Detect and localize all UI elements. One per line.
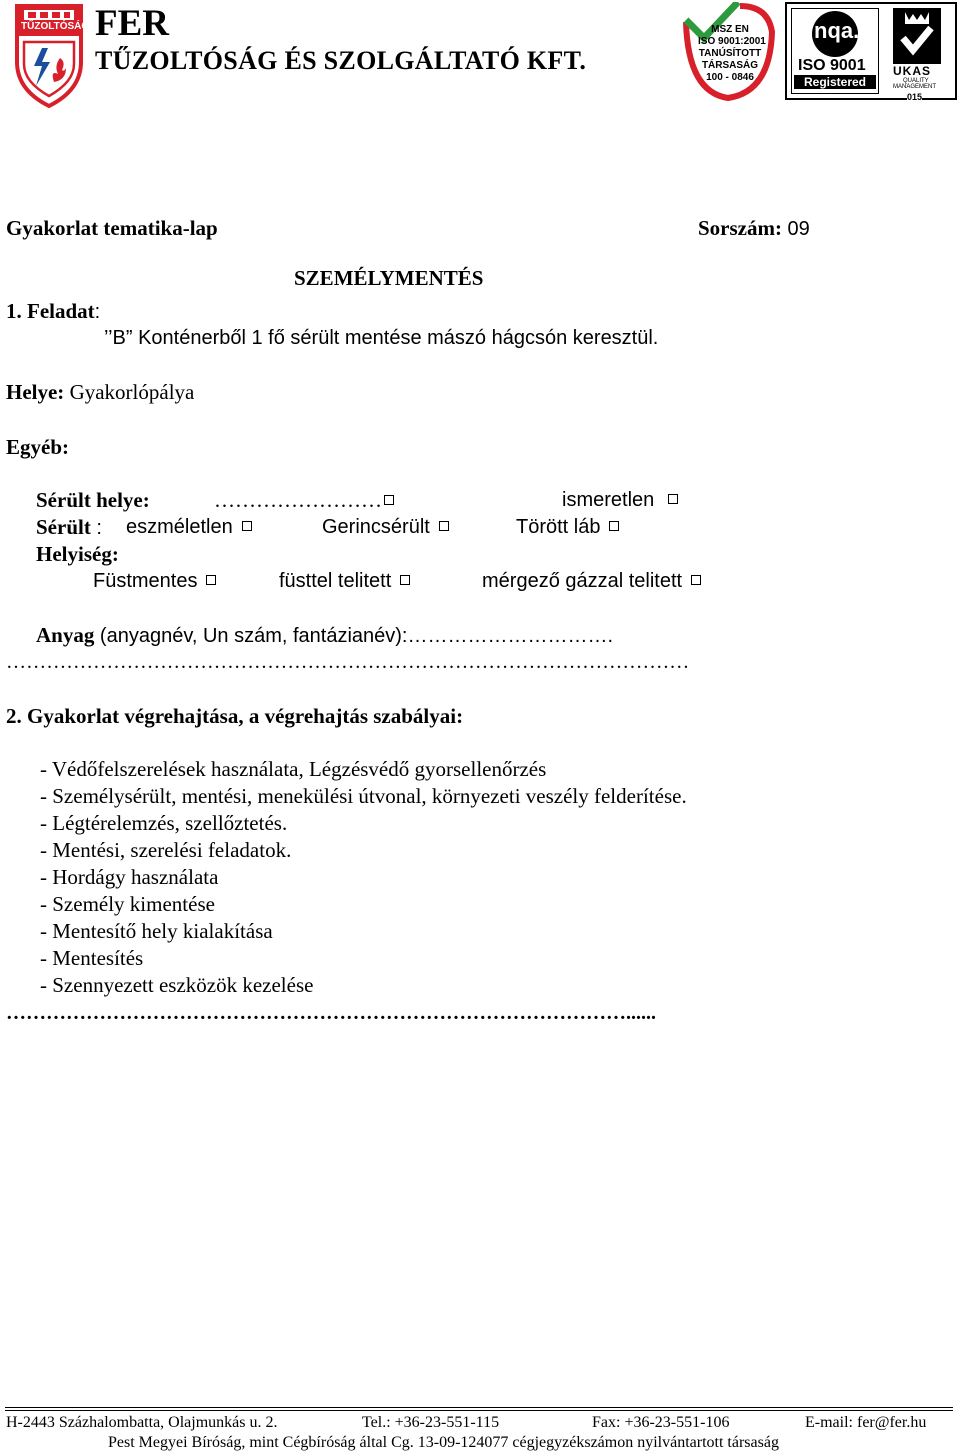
rule-item: - Mentesítő hely kialakítása <box>40 919 273 943</box>
ukas-quality: QUALITY <box>903 78 929 84</box>
unconscious-checkbox[interactable] <box>242 521 252 531</box>
injured-label: Sérült <box>36 515 91 539</box>
injured-colon: : <box>90 517 102 539</box>
cert1-line: TANÚSÍTOTT <box>698 48 762 59</box>
company-name: FER <box>95 3 169 44</box>
company-subtitle: TŰZOLTÓSÁG ÉS SZOLGÁLTATÓ KFT. <box>95 46 587 75</box>
location-line <box>6 380 194 405</box>
smoke-filled-option[interactable] <box>279 570 410 593</box>
rule-item: - Mentesítés <box>40 946 144 970</box>
logo-text: TŰZOLTÓSÁG <box>21 21 90 32</box>
spinal-option[interactable] <box>322 516 449 539</box>
serial-label: Sorszám: <box>698 216 782 240</box>
task-text: ’’B” Konténerből 1 fő sérült mentése mászó hágcsón keresztül. <box>104 327 659 349</box>
footer-address: H-2443 Százhalombatta, Olajmunkás u. 2. <box>6 1414 278 1431</box>
rule-item: - Személysérült, mentési, menekülési útvonal, környezeti veszély felderítése. <box>40 784 687 808</box>
footer-divider <box>5 1407 953 1408</box>
cert1-line: 100 - 0846 <box>706 72 754 83</box>
rule-item: - Hordágy használata <box>40 865 219 889</box>
broken-leg-checkbox[interactable] <box>609 521 619 531</box>
unconscious-option[interactable] <box>126 516 252 539</box>
smoke-free-checkbox[interactable] <box>206 575 216 585</box>
location-value: Gyakorlópálya <box>64 380 195 404</box>
smoke-free-option[interactable] <box>93 570 216 593</box>
injured-place-label: Sérült helye: <box>36 488 150 512</box>
nqa-logo <box>791 8 879 94</box>
doc-title: Gyakorlat tematika-lap <box>6 216 218 240</box>
unconscious-label: eszméletlen <box>126 516 233 538</box>
material-text: (anyagnév, Un szám, fantázianév):…………………………. <box>94 625 614 647</box>
execution-heading: 2. Gyakorlat végrehajtása, a végrehajtás szabályai: <box>6 704 464 728</box>
material-dots-line[interactable]: ………………………………………………………………………………………… <box>6 651 690 673</box>
registered-text: Registered <box>794 75 876 89</box>
footer-divider <box>5 1410 953 1411</box>
rule-item: - Mentési, szerelési feladatok. <box>40 838 292 862</box>
gas-filled-option[interactable] <box>482 570 701 593</box>
broken-leg-label: Törött láb <box>516 516 601 538</box>
task-line <box>6 299 100 324</box>
task-colon: : <box>94 301 101 323</box>
spinal-label: Gerincsérült <box>322 516 430 538</box>
broken-leg-option[interactable] <box>516 516 619 539</box>
spinal-checkbox[interactable] <box>439 521 449 531</box>
task-label: 1. Feladat <box>6 299 95 323</box>
rule-item: - Szennyezett eszközök kezelése <box>40 973 314 997</box>
injured-place-dots: …………………… <box>214 488 382 512</box>
footer-phone: Tel.: +36-23-551-115 <box>362 1414 500 1431</box>
cert1-line: MSZ EN <box>711 24 749 35</box>
footer-email[interactable]: E-mail: fer@fer.hu <box>805 1414 927 1431</box>
ukas-management: MANAGEMENT <box>893 84 937 90</box>
smoke-filled-label: füsttel telitett <box>279 570 392 592</box>
cert1-line: ISO 9001:2001 <box>698 36 766 47</box>
iso-text: ISO 9001 <box>798 57 866 74</box>
location-label: Helye: <box>6 380 65 404</box>
serial-number <box>698 216 810 241</box>
gas-filled-label: mérgező gázzal telitett <box>482 570 683 592</box>
company-logo <box>14 2 90 108</box>
smoke-filled-checkbox[interactable] <box>400 575 410 585</box>
injured-line <box>36 515 102 540</box>
unknown-option[interactable] <box>562 489 678 512</box>
cert-badge-msz <box>678 2 780 102</box>
footer-registry: Pest Megyei Bíróság, mint Cégbíróság által Cg. 13-09-124077 cégjegyzékszámon nyilvántartott társaság <box>108 1434 779 1451</box>
cert-badge-nqa-ukas <box>785 2 957 100</box>
ukas-logo <box>883 8 951 102</box>
rule-item: - Védőfelszerelések használata, Légzésvédő gyorsellenőrzés <box>40 757 547 781</box>
end-dots-line[interactable]: …………………………………………………………………………………...... <box>6 1002 656 1024</box>
gas-filled-checkbox[interactable] <box>691 575 701 585</box>
room-label: Helyiség: <box>36 542 119 566</box>
rule-item: - Személy kimentése <box>40 892 215 916</box>
injured-place-field[interactable] <box>214 488 394 513</box>
injured-place-checkbox[interactable] <box>384 495 394 505</box>
footer-fax: Fax: +36-23-551-106 <box>592 1414 730 1431</box>
ukas-text: UKAS <box>893 64 932 78</box>
smoke-free-label: Füstmentes <box>93 570 198 592</box>
nqa-text: nqa. <box>814 18 860 43</box>
material-label: Anyag <box>36 623 95 647</box>
unknown-checkbox[interactable] <box>668 494 678 504</box>
serial-value: 09 <box>781 218 810 240</box>
material-line[interactable] <box>36 623 613 648</box>
other-label: Egyéb: <box>6 435 69 459</box>
ukas-number: 015 <box>907 92 923 102</box>
page-heading: SZEMÉLYMENTÉS <box>294 266 484 290</box>
unknown-label: ismeretlen <box>562 489 655 511</box>
rule-item: - Légtérelemzés, szellőztetés. <box>40 811 288 835</box>
cert1-line: TÁRSASÁG <box>701 60 759 71</box>
